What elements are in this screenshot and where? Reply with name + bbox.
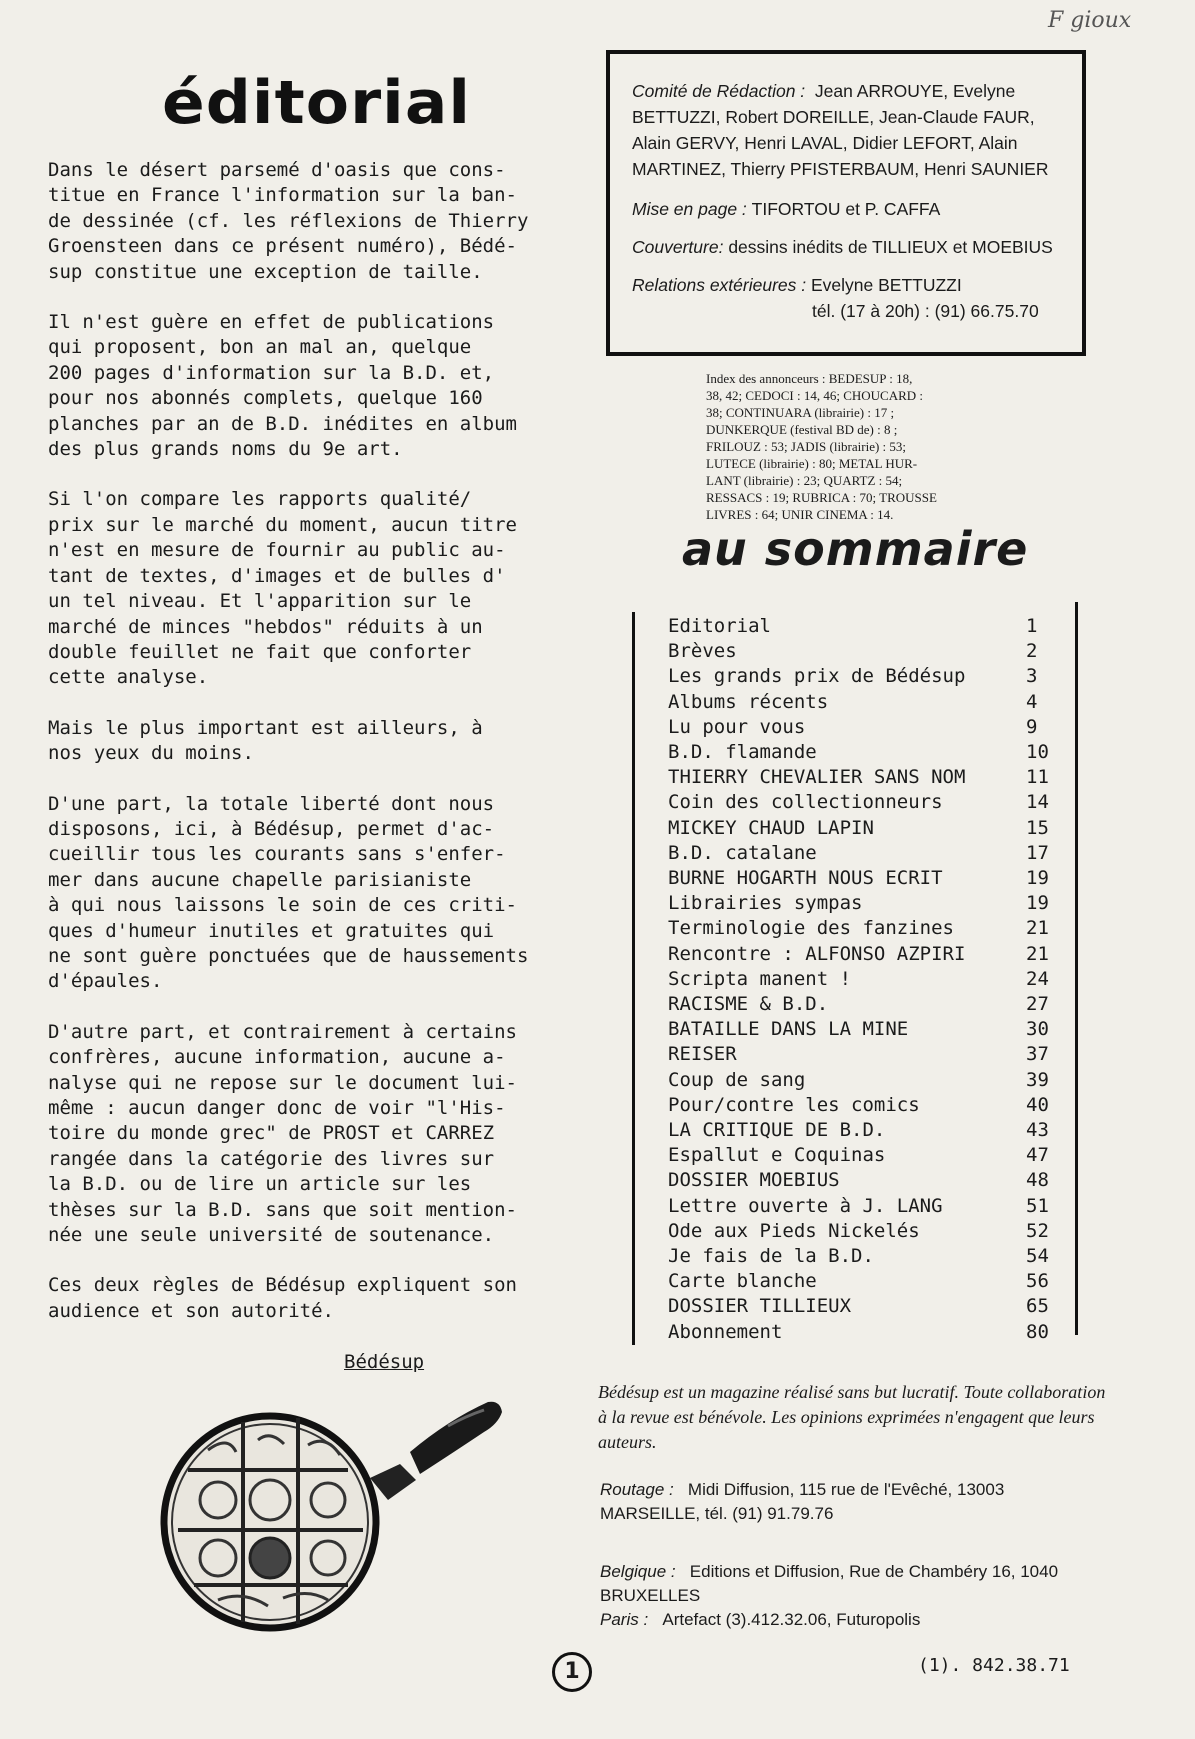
toc-item-page: 19: [1026, 892, 1049, 915]
comite-label: Comité de Rédaction :: [632, 81, 806, 101]
toc-item: [668, 614, 1060, 639]
rel-tel: tél. (17 à 20h) : (91) 66.75.70: [812, 301, 1039, 321]
toc-item-page: 37: [1026, 1043, 1049, 1066]
paris: [600, 1608, 1100, 1632]
toc-item: [668, 1168, 1060, 1193]
toc-item-label: Scripta manent !: [668, 967, 852, 990]
editorial-paragraph: Dans le désert parsemé d'oasis que cons- titue en France l'information sur la ban- de dessinée (cf. les réflexions de Thierry Groensteen dans ce présent numéro), Bédé- sup constitue une exception de taille.: [48, 159, 529, 283]
toc-item-page: 17: [1026, 841, 1049, 864]
toc-item: [668, 967, 1060, 992]
toc-item-page: 11: [1026, 766, 1049, 789]
paris-text: Artefact (3).412.32.06, Futuropolis: [662, 1610, 921, 1629]
toc-item-page: 21: [1026, 942, 1049, 965]
toc-item: [668, 1194, 1060, 1219]
disclaimer-note: Bédésup est un magazine réalisé sans but lucratif. Toute collaboration à la revue est bénévole. Les opinions exprimées n'engagent que leurs auteurs.: [598, 1382, 1106, 1452]
toc-item-label: Rencontre : ALFONSO AZPIRI: [668, 942, 966, 965]
rel-label: Relations extérieures :: [632, 275, 807, 295]
toc-item: [668, 1244, 1060, 1269]
toc-item: [668, 1269, 1060, 1294]
toc-item: [668, 841, 1060, 866]
toc-item-page: 9: [1026, 715, 1038, 738]
toc-item-label: Pour/contre les comics: [668, 1093, 920, 1116]
toc-item: [668, 866, 1060, 891]
toc-item-label: DOSSIER TILLIEUX: [668, 1295, 852, 1318]
toc-item-page: 4: [1026, 690, 1038, 713]
mise-label: Mise en page :: [632, 199, 747, 219]
magnifier-illustration: [148, 1360, 548, 1650]
editorial-paragraph: D'une part, la totale liberté dont nous disposons, ici, à Bédésup, permet d'ac- cueillir tous les courants sans s'enfer- mer dans aucune chapelle parisianiste à qui nous laissons le soin de ces criti- ques d'humeur inutiles et gratuites qui ne sont guère ponctuées que de haussements d'épaules.: [48, 792, 529, 993]
toc-border: [632, 612, 635, 1345]
editorial-title: éditorial: [162, 68, 472, 138]
toc-item-page: 51: [1026, 1194, 1049, 1217]
toc-item-page: 48: [1026, 1169, 1049, 1192]
editorial-paragraph: Mais le plus important est ailleurs, à nos yeux du moins.: [48, 716, 483, 765]
relations: [632, 272, 1072, 298]
toc-item-page: 52: [1026, 1219, 1049, 1242]
toc-item: [668, 816, 1060, 841]
toc-item-label: BURNE HOGARTH NOUS ECRIT: [668, 867, 943, 890]
toc-item: [668, 690, 1060, 715]
toc-item-label: Brèves: [668, 640, 737, 663]
couverture: [632, 234, 1072, 260]
toc-item: [668, 1320, 1060, 1345]
toc-item-page: 24: [1026, 967, 1049, 990]
toc-item-page: 15: [1026, 816, 1049, 839]
toc-item: [668, 1017, 1060, 1042]
toc-item-page: 40: [1026, 1093, 1049, 1116]
toc-item-page: 56: [1026, 1270, 1049, 1293]
toc-item: [668, 942, 1060, 967]
editorial-signature: Bédésup: [344, 1351, 425, 1373]
toc-item-label: Abonnement: [668, 1320, 783, 1343]
editorial-paragraph: Ces deux règles de Bédésup expliquent son audience et son autorité.: [48, 1274, 517, 1322]
editorial-paragraph: Il n'est guère en effet de publications qui proposent, bon an mal an, quelque 200 pages d'information sur la B.D. et, pour nos abonnés complets, quelque 160 planches par an de B.D. inédites en album des plus grands noms du 9e art.: [48, 311, 517, 461]
sommaire-title: au sommaire: [682, 522, 1029, 576]
toc-item-label: LA CRITIQUE DE B.D.: [668, 1119, 886, 1142]
toc-item: [668, 1093, 1060, 1118]
toc-item-page: 19: [1026, 867, 1049, 890]
toc-item-label: THIERRY CHEVALIER SANS NOM: [668, 766, 966, 789]
toc-item-label: Editorial: [668, 615, 771, 637]
belgique-text: Editions et Diffusion, Rue de Chambéry 16, 1040 BRUXELLES: [600, 1562, 1059, 1605]
toc-item-page: 2: [1026, 640, 1038, 663]
toc-item: [668, 1294, 1060, 1319]
toc-item-label: RACISME & B.D.: [668, 993, 829, 1016]
toc-item-label: B.D. flamande: [668, 741, 817, 764]
toc-item-label: Terminologie des fanzines: [668, 917, 954, 940]
toc-item-label: Librairies sympas: [668, 892, 863, 915]
toc-item-label: Lettre ouverte à J. LANG: [668, 1194, 943, 1217]
belgique-label: Belgique :: [600, 1562, 676, 1581]
toc-item: [668, 790, 1060, 815]
editorial-paragraph: Si l'on compare les rapports qualité/ prix sur le marché du moment, aucun titre n'est en mesure de fournir au public au- tant de textes, d'images et de bulles d' un tel niveau. Et l'apparition sur le marché de minces "hebdos" réduits à un double feuillet ne fait que conforter cette analyse.: [48, 488, 517, 689]
toc-item: [668, 1042, 1060, 1067]
toc-item-label: MICKEY CHAUD LAPIN: [668, 816, 874, 839]
routage: [600, 1478, 1100, 1526]
toc-item-page: 47: [1026, 1144, 1049, 1167]
toc-item-label: Lu pour vous: [668, 715, 806, 738]
toc-item-page: 80: [1026, 1320, 1049, 1343]
toc-item-label: Je fais de la B.D.: [668, 1245, 874, 1268]
toc-item-page: 65: [1026, 1295, 1049, 1318]
toc-item-label: Coin des collectionneurs: [668, 791, 943, 814]
belgique: [600, 1560, 1100, 1608]
toc-item-label: Ode aux Pieds Nickelés: [668, 1219, 920, 1242]
toc-item: [668, 891, 1060, 916]
toc-item-label: Coup de sang: [668, 1068, 806, 1091]
toc-item-page: 30: [1026, 1018, 1049, 1041]
toc-item: [668, 1068, 1060, 1093]
toc-item-label: Espallut e Coquinas: [668, 1144, 886, 1167]
toc-item: [668, 639, 1060, 664]
toc-item-page: 14: [1026, 791, 1049, 814]
routage-text: Midi Diffusion, 115 rue de l'Evêché, 13003 MARSEILLE, tél. (91) 91.79.76: [600, 1480, 1005, 1523]
toc-border: [1075, 602, 1078, 1335]
editorial-paragraph: D'autre part, et contrairement à certains confrères, aucune information, aucune a- nalyse qui ne repose sur le document lui- même : aucun danger donc de voir "l'His- toire du monde grec" de PROST et CARREZ rangée dans la catégorie des livres sur la B.D. ou de lire un article sur les thèses sur la B.D. sans que soit mention- née une seule université de soutenance.: [48, 1020, 517, 1247]
toc-item: [668, 664, 1060, 689]
toc-item: [668, 740, 1060, 765]
paris-label: Paris :: [600, 1610, 649, 1629]
toc-item-label: Les grands prix de Bédésup: [668, 665, 966, 688]
toc-item-label: Carte blanche: [668, 1270, 817, 1293]
toc-item: [668, 715, 1060, 740]
index-annonceurs: Index des annonceurs : BEDESUP : 18, 38, 42; CEDOCI : 14, 46; CHOUCARD : 38; CONTINUARA (librairie) : 17 ; DUNKERQUE (festival BD de) : 8 ; FRILOUZ : 53; JADIS (librairie) : 53; LUTECE (librairie) : 80; METAL HUR- LANT (librairie) : 23; QUARTZ : 54; RESSACS : 19; RUBRICA : 70; TROUSSE LIVRES : 64; UNIR CINEMA : 14.: [706, 371, 937, 522]
couv-text: dessins inédits de TILLIEUX et MOEBIUS: [728, 237, 1053, 257]
toc-item-page: 54: [1026, 1245, 1049, 1268]
toc-item: [668, 1118, 1060, 1143]
magnifier-lens: [164, 1416, 376, 1628]
couv-label: Couverture:: [632, 237, 724, 257]
phone-number: (1). 842.38.71: [918, 1655, 1070, 1676]
toc-item-label: BATAILLE DANS LA MINE: [668, 1018, 909, 1041]
mise-names: TIFORTOU et P. CAFFA: [751, 199, 941, 219]
toc-item-page: 27: [1026, 993, 1049, 1016]
magnifier-handle: [370, 1402, 502, 1500]
mise-en-page: [632, 196, 1072, 222]
toc-item: [668, 992, 1060, 1017]
toc-item-page: 3: [1026, 665, 1038, 688]
toc-item-page: 21: [1026, 917, 1049, 940]
comite: [632, 78, 1072, 182]
toc-item-page: 43: [1026, 1119, 1049, 1142]
toc-item: [668, 765, 1060, 790]
rel-name: Evelyne BETTUZZI: [811, 275, 962, 295]
toc-item-label: B.D. catalane: [668, 841, 817, 864]
toc-item-page: 39: [1026, 1068, 1049, 1091]
handwritten-note: F gioux: [1048, 8, 1132, 33]
toc-item-page: 10: [1026, 741, 1049, 764]
comite-names: Jean ARROUYE, Evelyne BETTUZZI, Robert DOREILLE, Jean-Claude FAUR, Alain GERVY, Henri LAVAL, Didier LEFORT, Alain MARTINEZ, Thierry PFISTERBAUM, Henri SAUNIER: [632, 81, 1049, 179]
table-of-contents: [668, 614, 1060, 1345]
toc-item: [668, 916, 1060, 941]
page-number: 1: [552, 1652, 592, 1692]
editorial-text: [48, 158, 588, 1349]
toc-item-page: 1: [1026, 615, 1038, 637]
credits-box: [606, 50, 1086, 356]
toc-item: [668, 1219, 1060, 1244]
toc-item: [668, 1143, 1060, 1168]
toc-item-label: REISER: [668, 1043, 737, 1066]
routage-label: Routage :: [600, 1480, 674, 1499]
toc-item-label: DOSSIER MOEBIUS: [668, 1169, 840, 1192]
toc-item-label: Albums récents: [668, 690, 829, 713]
